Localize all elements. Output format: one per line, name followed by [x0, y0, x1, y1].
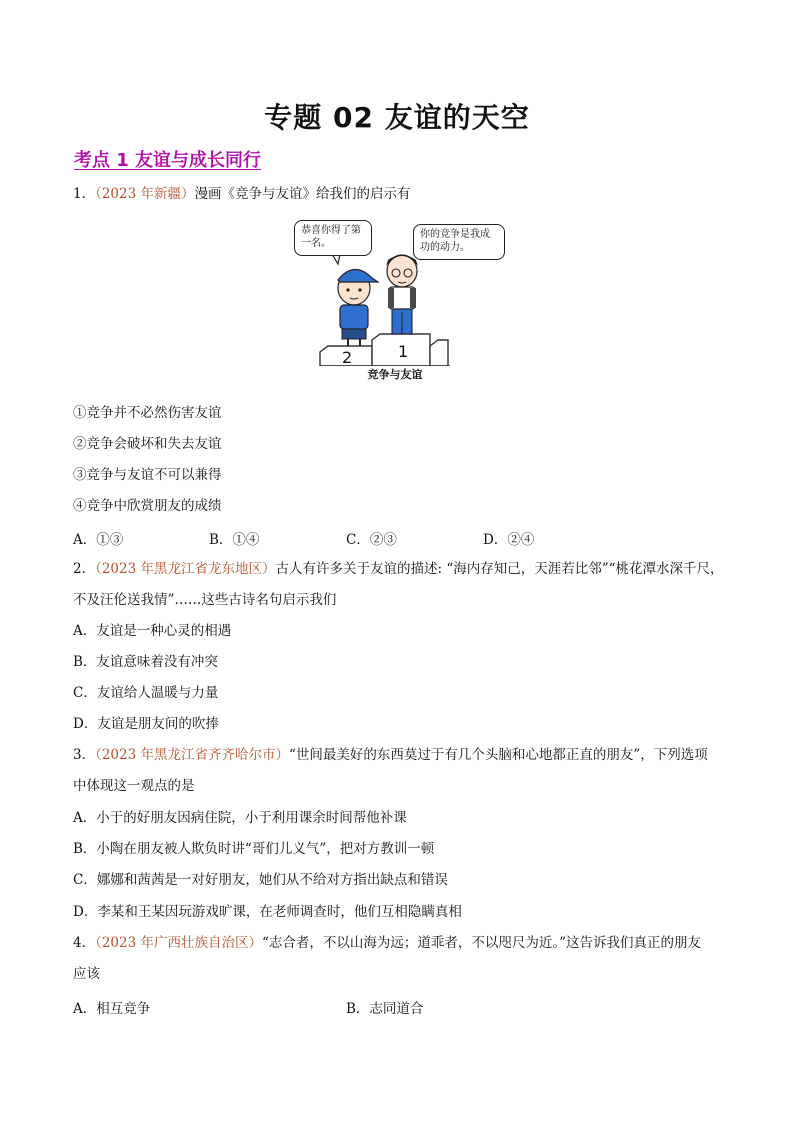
option-a: A．相互竞争: [73, 1001, 151, 1017]
option-a: A．小于的好朋友因病住院，小于利用课余时间帮他补课: [73, 810, 407, 826]
option-b: B．友谊意味着没有冲突: [73, 654, 218, 670]
question-source: （2023 年黑龙江省龙东地区）: [95, 561, 276, 577]
question-text: 古人有许多关于友谊的描述: “海内存知己，天涯若比邻”“桃花潭水深千尺，: [275, 561, 724, 577]
statement-2: ②竞争会破坏和失去友谊: [73, 436, 222, 452]
question-source: （2023 年新疆）: [95, 186, 195, 202]
choice-c: C．②③: [346, 532, 397, 548]
question-number: 1．: [73, 186, 96, 202]
option-a: A．友谊是一种心灵的相遇: [73, 623, 232, 639]
choice-d: D．②④: [483, 532, 535, 548]
question-text: “世间最美好的东西莫过于有几个头脑和心地都正直的朋友”，下列选项: [289, 747, 708, 763]
bubble-left-text: 恭喜你得了第一名。: [301, 225, 361, 249]
question-2-stem: [73, 560, 724, 578]
option-c: C．娜娜和茜茜是一对好朋友，她们从不给对方指出缺点和错误: [73, 872, 448, 888]
option-d: D．李某和王某因玩游戏旷课，在老师调查时，他们互相隐瞒真相: [73, 904, 462, 920]
podium-number-2: 2: [342, 348, 353, 367]
speech-bubble-left: [294, 220, 372, 256]
choice-b: B．①④: [209, 532, 260, 548]
question-number: 2．: [73, 561, 96, 577]
option-d: D．友谊是朋友间的吹捧: [73, 716, 219, 732]
statement-1: ①竞争并不必然伤害友谊: [73, 405, 222, 421]
option-c: C．友谊给人温暖与力量: [73, 685, 219, 701]
speech-bubble-right: [413, 224, 505, 260]
podium-number-1: 1: [398, 342, 409, 361]
statement-4: ④竞争中欣赏朋友的成绩: [73, 498, 222, 514]
statement-3: ③竞争与友谊不可以兼得: [73, 467, 222, 483]
figure-caption: 竞争与友谊: [367, 368, 423, 381]
cartoon-figure: [280, 216, 510, 386]
option-b: B．小陶在朋友被人欺负时讲“哥们儿义气”，把对方教训一顿: [73, 841, 435, 857]
bubble-right-text: 你的竞争是我成功的动力。: [420, 229, 490, 253]
question-text: “志合者，不以山海为远；道乖者，不以咫尺为近。”这告诉我们真正的朋友: [262, 935, 702, 951]
question-source: （2023 年黑龙江省齐齐哈尔市）: [95, 747, 289, 763]
question-4-stem-cont: 应该: [73, 966, 100, 982]
question-1-stem: [73, 185, 411, 203]
option-b: B．志同道合: [346, 1001, 424, 1017]
question-number: 4．: [73, 935, 96, 951]
question-2-stem-cont: 不及汪伦送我情”……这些古诗名句启示我们: [73, 592, 337, 608]
question-number: 3．: [73, 747, 96, 763]
page-title: 专题 02 友谊的天空: [264, 101, 530, 134]
question-text: 漫画《竞争与友谊》给我们的启示有: [194, 186, 411, 202]
question-source: （2023 年广西壮族自治区）: [95, 935, 262, 951]
choice-a: A．①③: [73, 532, 124, 548]
question-4-stem: [73, 934, 701, 952]
section-heading: 考点 1 友谊与成长同行: [74, 150, 262, 171]
question-3-stem: [73, 746, 708, 764]
question-3-stem-cont: 中体现这一观点的是: [73, 778, 195, 794]
